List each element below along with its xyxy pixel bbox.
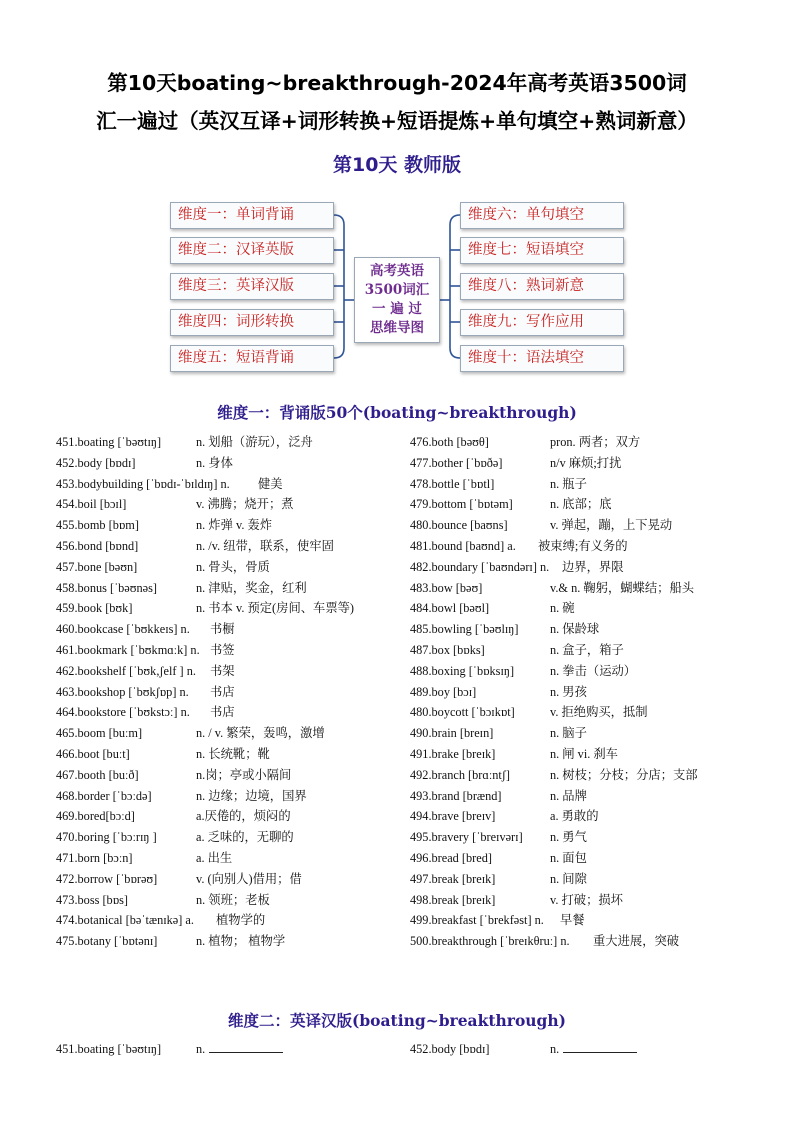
vocab-word: 500.breakthrough [ˈbreɪkθruː] n. xyxy=(410,934,570,949)
vocab-definition: 边界，界限 xyxy=(562,559,624,574)
vocab-definition: n. 炸弹 v. 轰炸 xyxy=(196,518,273,533)
vocab-definition: n. 面包 xyxy=(550,850,587,865)
vocab-definition: v. 拒绝购买，抵制 xyxy=(550,705,648,720)
vocab-row xyxy=(56,494,416,515)
vocab-word: 476.both [bəʊθ] xyxy=(410,435,489,449)
mindmap-dimension-4: 维度四：词形转换 xyxy=(170,309,334,336)
vocab-row xyxy=(56,765,416,786)
vocab-definition: 健美 xyxy=(258,476,283,491)
vocab-word: 479.bottom [ˈbɒtəm] xyxy=(410,497,513,512)
vocab-row xyxy=(56,744,416,765)
vocab-definition: 书店 xyxy=(210,684,235,699)
vocab-definition: 书橱 xyxy=(210,622,235,637)
vocab-row xyxy=(410,661,770,682)
vocab-row xyxy=(56,723,416,744)
vocab-word: 477.bother [ˈbɒðə] xyxy=(410,455,503,470)
vocab-word: 480.boycott [ˈbɔɪkɒt] xyxy=(410,705,515,720)
vocab-word: 489.boy [bɔɪ] xyxy=(410,684,477,699)
vocab-word: 495.bravery [ˈbreɪvərɪ] xyxy=(410,830,523,845)
vocab-row xyxy=(410,869,770,890)
vocab-definition: n. 底部；底 xyxy=(550,497,612,512)
mindmap-dimension-10: 维度十：语法填空 xyxy=(460,345,624,372)
mindmap-center-line: 思维导图 xyxy=(369,320,424,336)
vocab-row xyxy=(56,890,416,911)
vocab-definition: n. 瓶子 xyxy=(550,476,587,491)
vocab-word: 497.break [breɪk] xyxy=(410,871,496,886)
vocab-row xyxy=(56,869,416,890)
vocab-row xyxy=(410,536,770,557)
vocab-word: 473.boss [bɒs] xyxy=(56,892,129,907)
vocab-word: 484.bowl [bəʊl] xyxy=(410,601,490,616)
vocab-row xyxy=(56,598,416,619)
vocab-definition: a.厌倦的，烦闷的 xyxy=(196,809,291,824)
section-2-heading: 维度二：英译汉版(boating~breakthrough) xyxy=(228,1011,566,1030)
vocab-word: 474.botanical [bəˈtænɪkə] a. xyxy=(56,913,194,928)
vocab-row xyxy=(410,682,770,703)
vocab-row xyxy=(410,702,770,723)
vocab-word: 451.boating [ˈbəʊtɪŋ] xyxy=(56,435,162,449)
vocab-word: 463.bookshop [ˈbʊkʃɒp] n. xyxy=(56,684,189,699)
vocab-word: 485.bowling [ˈbəʊlɪŋ] xyxy=(410,622,519,637)
vocab-row xyxy=(56,848,416,869)
vocab-word: 465.boom [buːm] xyxy=(56,726,143,741)
vocab-word: 470.boring [ˈbɔːrɪŋ ] xyxy=(56,830,157,845)
vocab-row xyxy=(410,432,770,453)
vocab-definition: 早餐 xyxy=(560,913,585,928)
vocab-word: 471.born [bɔːn] xyxy=(56,850,133,865)
exercise-row xyxy=(56,1039,416,1060)
vocab-row xyxy=(410,786,770,807)
vocab-definition: 重大进展，突破 xyxy=(593,934,680,949)
vocab-word: 475.botany [ˈbɒtənɪ] xyxy=(56,934,158,949)
exercise-word: 452.body [bɒdɪ] xyxy=(410,1042,490,1056)
vocab-row xyxy=(410,931,770,952)
vocab-word: 464.bookstore [ˈbʊkstɔː] n. xyxy=(56,705,190,720)
vocab-row xyxy=(410,910,770,931)
vocab-word: 452.body [bɒdɪ] xyxy=(56,455,136,470)
vocab-word: 454.boil [bɔɪl] xyxy=(56,497,127,512)
vocab-word: 496.bread [bred] xyxy=(410,850,492,865)
vocab-definition: 书签 xyxy=(210,642,235,657)
vocab-row xyxy=(56,702,416,723)
vocab-row xyxy=(56,515,416,536)
vocab-row xyxy=(410,640,770,661)
vocab-word: 460.bookcase [ˈbʊkkeɪs] n. xyxy=(56,622,190,637)
mindmap-dimension-9: 维度九：写作应用 xyxy=(460,309,624,336)
vocab-word: 456.bond [bɒnd] xyxy=(56,538,139,553)
vocab-row xyxy=(410,453,770,474)
vocab-row xyxy=(56,432,416,453)
vocab-row xyxy=(410,827,770,848)
mindmap-dimension-7: 维度七：短语填空 xyxy=(460,237,624,264)
vocab-word: 462.bookshelf [ˈbʊk,ʃelf ] n. xyxy=(56,663,196,678)
vocab-definition: 被束缚;有义务的 xyxy=(538,538,628,553)
vocab-definition: v. (向别人)借用；借 xyxy=(196,871,302,886)
vocab-row xyxy=(56,931,416,952)
vocab-row xyxy=(56,661,416,682)
vocab-definition: n. 男孩 xyxy=(550,684,587,699)
vocab-definition: 书架 xyxy=(210,663,235,678)
vocab-word: 488.boxing [ˈbɒksɪŋ] xyxy=(410,663,515,678)
vocab-definition: n. 植物； 植物学 xyxy=(196,934,286,949)
vocab-word: 461.bookmark [ˈbʊkmɑːk] n. xyxy=(56,642,200,657)
vocab-word: 455.bomb [bɒm] xyxy=(56,518,139,533)
vocab-row xyxy=(56,474,416,495)
vocab-definition: n. 勇气 xyxy=(550,830,587,845)
vocab-word: 492.branch [brɑːntʃ] xyxy=(410,767,510,782)
vocab-word: 459.book [bʊk] xyxy=(56,601,133,616)
vocab-definition: n. 盒子，箱子 xyxy=(550,642,624,657)
vocab-word: 491.brake [breɪk] xyxy=(410,746,496,761)
vocab-list-right xyxy=(410,432,770,952)
vocab-definition: n/v 麻烦;打扰 xyxy=(550,455,622,470)
vocab-definition: n. 骨头，骨质 xyxy=(196,559,270,574)
exercise-list-right xyxy=(410,1039,770,1060)
vocab-word: 494.brave [breɪv] xyxy=(410,809,496,824)
exercise-row xyxy=(410,1039,770,1060)
title-line-1: 第10天boating~breakthrough-2024年高考英语3500词 xyxy=(107,71,687,95)
vocab-definition: n. 树枝；分枝；分店；支部 xyxy=(550,767,698,782)
answer-blank[interactable] xyxy=(209,1041,283,1053)
vocab-definition: n. 长统靴；靴 xyxy=(196,746,270,761)
vocab-word: 482.boundary [ˈbaʊndərɪ] n. xyxy=(410,559,550,574)
vocab-definition: n. 书本 v. 预定(房间、车票等) xyxy=(196,601,355,616)
vocab-definition: v. 打破；损坏 xyxy=(550,892,623,907)
vocab-definition: n. 划船（游玩），泛舟 xyxy=(196,435,313,449)
vocab-definition: n.岗；亭或小隔间 xyxy=(196,767,292,782)
answer-blank[interactable] xyxy=(563,1041,637,1053)
vocab-word: 466.boot [buːt] xyxy=(56,746,130,761)
mindmap-center-line: 高考英语 xyxy=(369,263,424,279)
vocab-definition: v.& n. 鞠躬，蝴蝶结；船头 xyxy=(550,580,695,595)
vocab-word: 472.borrow [ˈbɒrəʊ] xyxy=(56,871,158,886)
vocab-row xyxy=(410,515,770,536)
vocab-definition: 植物学的 xyxy=(216,913,266,928)
mindmap-center-line: 3500词汇 xyxy=(364,282,430,298)
vocab-definition: n. /v. 纽带，联系，使牢固 xyxy=(196,538,334,553)
vocab-row xyxy=(56,682,416,703)
exercise-list-left xyxy=(56,1039,416,1060)
vocab-row xyxy=(56,827,416,848)
vocab-definition: n. 脑子 xyxy=(550,726,587,741)
vocab-row xyxy=(56,619,416,640)
vocab-row xyxy=(410,848,770,869)
vocab-definition: n. 身体 xyxy=(196,455,233,470)
vocab-row xyxy=(410,744,770,765)
vocab-row xyxy=(410,723,770,744)
exercise-answer[interactable]: n. xyxy=(196,1039,283,1060)
mindmap-dimension-5: 维度五：短语背诵 xyxy=(170,345,334,372)
vocab-word: 468.border [ˈbɔːdə] xyxy=(56,788,152,803)
vocab-row xyxy=(410,578,770,599)
vocab-definition: v. 弹起，蹦，上下晃动 xyxy=(550,518,673,533)
exercise-word: 451.boating [ˈbəʊtɪŋ] xyxy=(56,1042,162,1056)
vocab-definition: n. 边缘；边境，国界 xyxy=(196,788,307,803)
vocab-word: 478.bottle [ˈbɒtl] xyxy=(410,476,495,491)
vocab-definition: n. 保龄球 xyxy=(550,622,600,637)
vocab-row xyxy=(56,578,416,599)
section-1-heading: 维度一：背诵版50个(boating~breakthrough) xyxy=(217,403,577,422)
vocab-word: 480.bounce [baʊns] xyxy=(410,518,508,533)
vocab-definition: n. 闸 vi. 刹车 xyxy=(550,746,618,761)
mindmap-center xyxy=(354,257,440,343)
vocab-word: 487.box [bɒks] xyxy=(410,642,485,657)
vocab-row xyxy=(410,765,770,786)
vocab-word: 493.brand [brænd] xyxy=(410,788,502,803)
vocab-word: 457.bone [bəʊn] xyxy=(56,559,138,574)
document-subtitle: 第10天 教师版 xyxy=(332,154,462,176)
vocab-word: 483.bow [bəʊ] xyxy=(410,580,483,595)
vocab-row xyxy=(56,640,416,661)
vocab-word: 467.booth [buːð] xyxy=(56,767,139,782)
mindmap-dimension-1: 维度一：单词背诵 xyxy=(170,202,334,229)
vocab-row xyxy=(410,598,770,619)
vocab-word: 469.bored[bɔːd] xyxy=(56,809,135,824)
vocab-word: 453.bodybuilding [ˈbɒdɪ-ˈbɪldɪŋ] n. xyxy=(56,476,230,491)
vocab-row xyxy=(410,494,770,515)
mindmap-dimension-8: 维度八：熟词新意 xyxy=(460,273,624,300)
vocab-row xyxy=(56,806,416,827)
vocab-word: 490.brain [breɪn] xyxy=(410,726,494,741)
mindmap-dimension-6: 维度六：单句填空 xyxy=(460,202,624,229)
vocab-definition: n. 品牌 xyxy=(550,788,587,803)
mindmap-dimension-3: 维度三：英译汉版 xyxy=(170,273,334,300)
vocab-word: 499.breakfast [ˈbrekfəst] n. xyxy=(410,913,544,928)
vocab-row xyxy=(410,890,770,911)
vocab-definition: n. / v. 繁荣，轰鸣，激增 xyxy=(196,726,325,741)
vocab-definition: pron. 两者；双方 xyxy=(550,435,641,449)
vocab-row xyxy=(56,453,416,474)
mindmap-dimension-2: 维度二：汉译英版 xyxy=(170,237,334,264)
vocab-definition: v. 沸腾；烧开；煮 xyxy=(196,497,294,512)
document-title xyxy=(40,64,754,140)
vocab-definition: n. 间隙 xyxy=(550,871,587,886)
vocab-row xyxy=(410,474,770,495)
vocab-word: 498.break [breɪk] xyxy=(410,892,496,907)
vocab-definition: a. 出生 xyxy=(196,850,233,865)
vocab-row xyxy=(410,806,770,827)
mindmap-center-line: 一 遍 过 xyxy=(372,301,422,317)
exercise-answer[interactable]: n. xyxy=(550,1039,637,1060)
vocab-definition: 书店 xyxy=(210,705,235,720)
vocab-definition: n. 碗 xyxy=(550,601,575,616)
vocab-word: 481.bound [baʊnd] a. xyxy=(410,538,516,553)
vocab-row xyxy=(56,786,416,807)
vocab-row xyxy=(410,619,770,640)
vocab-definition: a. 勇敢的 xyxy=(550,809,599,824)
vocab-definition: n. 领班；老板 xyxy=(196,892,270,907)
vocab-definition: n. 津贴，奖金，红利 xyxy=(196,580,307,595)
vocab-row xyxy=(56,557,416,578)
vocab-row xyxy=(410,557,770,578)
title-line-2: 汇一遍过（英汉互译+词形转换+短语提炼+单句填空+熟词新意） xyxy=(96,109,698,133)
vocab-list-left xyxy=(56,432,416,952)
vocab-row xyxy=(56,910,416,931)
vocab-definition: a. 乏味的，无聊的 xyxy=(196,830,294,845)
vocab-definition: n. 拳击（运动） xyxy=(550,663,637,678)
vocab-row xyxy=(56,536,416,557)
vocab-word: 458.bonus [ˈbəʊnəs] xyxy=(56,580,158,595)
